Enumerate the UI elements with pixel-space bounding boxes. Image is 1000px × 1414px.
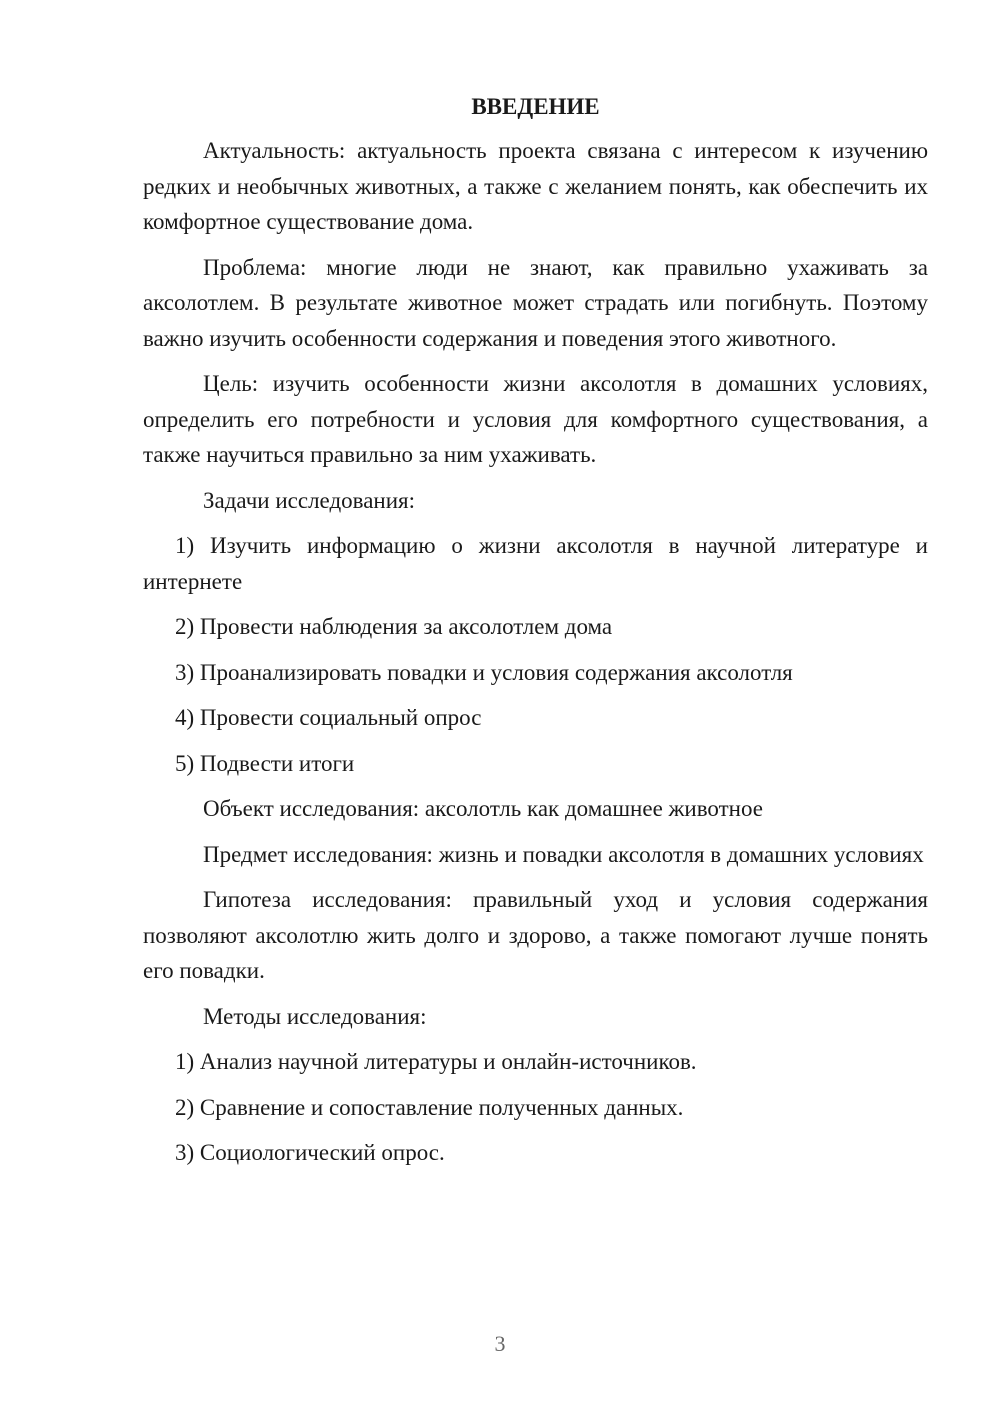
subject-paragraph: Предмет исследования: жизнь и повадки аксолотля в домашних условиях [203,841,924,867]
task-item: 1) Изучить информацию о жизни аксолотля в научной литературе и интернете [143,533,928,594]
problem-paragraph: Проблема: многие люди не знают, как правильно ухаживать за аксолотлем. В результате животное может страдать или погибнуть. Поэтому важно изучить особенности содержания и поведения этого животного. [143,254,928,351]
tasks-title: Задачи исследования: [203,487,416,513]
method-item: 2) Сравнение и сопоставление полученных данных. [175,1094,684,1120]
page-content [143,90,928,1181]
goal-paragraph: Цель: изучить особенности жизни аксолотля в домашних условиях, определить его потребности и условия для комфортного существования, а также научиться правильно за ним ухаживать. [143,371,928,467]
task-item: 2) Провести наблюдения за аксолотлем дома [175,614,613,639]
task-item: 5) Подвести итоги [175,750,355,776]
section-heading: ВВЕДЕНИЕ [471,94,600,119]
task-item: 3) Проанализировать повадки и условия содержания аксолотля [175,659,793,685]
method-item: 1) Анализ научной литературы и онлайн-источников. [175,1049,697,1074]
relevance-paragraph: Актуальность: актуальность проекта связана с интересом к изучению редких и необычных животных, а также с желанием понять, как обеспечить их комфортное существование дома. [143,138,928,234]
object-paragraph: Объект исследования: аксолотль как домашнее животное [203,796,763,821]
page-number: 3 [494,1331,506,1356]
hypothesis-paragraph: Гипотеза исследования: правильный уход и условия содержания позволяют аксолотлю жить долго и здорово, а также помогают лучше понять его повадки. [143,887,928,983]
task-item: 4) Провести социальный опрос [175,705,482,730]
method-item: 3) Социологический опрос. [175,1140,445,1165]
methods-title: Методы исследования: [203,1003,427,1029]
